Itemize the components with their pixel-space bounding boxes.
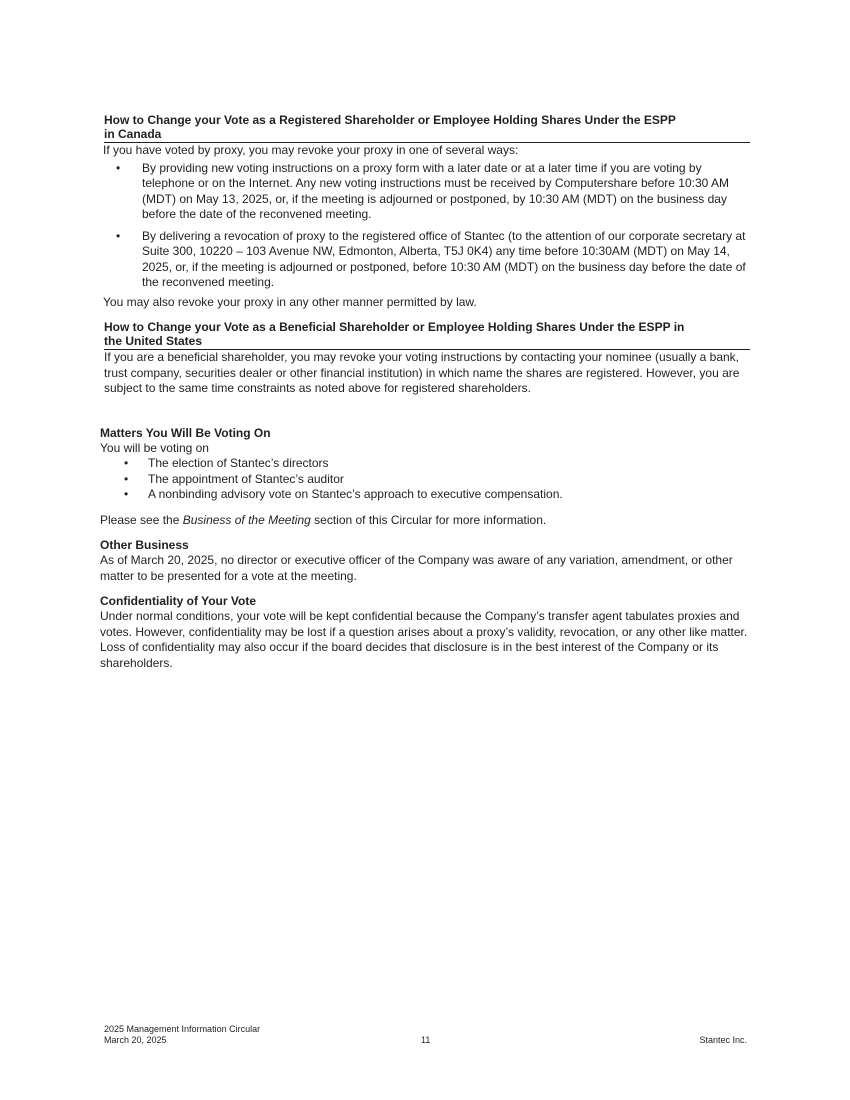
matters-list (100, 456, 750, 503)
list-item-text: The appointment of Stantec’s auditor (148, 471, 344, 486)
confidentiality-paragraph: Under normal conditions, your vote will be kept confidential because the Company’s transfer agent tabulates proxies and votes. However, confidentiality may be lost if a question arises about a proxy’s validity, revocation, or any other like matter. Loss of confidentiality may also occur if the board decides that disclosure is in the best interest of the Company or its shareholders. (100, 609, 748, 670)
list-item-text: The election of Stantec’s directors (148, 456, 329, 470)
see-prefix: Please see the (100, 512, 183, 527)
list-item-text: A nonbinding advisory vote on Stantec’s approach to executive compensation. (148, 487, 563, 501)
paragraph-intro: If you have voted by proxy, you may revoke your proxy in one of several ways: (103, 143, 519, 157)
footer-company: Stantec Inc. (699, 1035, 747, 1045)
list-item (100, 456, 750, 472)
footer-date: March 20, 2025 (104, 1035, 167, 1045)
see-suffix: section of this Circular for more information. (310, 512, 547, 527)
section-heading-beneficial (104, 320, 750, 350)
paragraph-beneficial: If you are a beneficial shareholder, you may revoke your voting instructions by contacting your nominee (usually a bank, trust company, securities dealer or other financial institution) in which name the shares are registered. However, you are subject to the same time constraints as noted above for registered shareholders. (104, 350, 740, 395)
revoke-methods-list (104, 161, 750, 291)
heading-line: in Canada (104, 127, 162, 141)
other-business-paragraph: As of March 20, 2025, no director or executive officer of the Company was aware of any variation, amendment, or other matter to be presented for a vote at the meeting. (100, 553, 733, 583)
paragraph-outro: You may also revoke your proxy in any other manner permitted by law. (103, 294, 477, 309)
confidentiality-heading: Confidentiality of Your Vote (100, 594, 256, 608)
page-number: 11 (421, 1035, 431, 1045)
list-item (104, 229, 750, 291)
list-item (100, 472, 750, 488)
matters-intro: You will be voting on (100, 440, 209, 455)
page-content (100, 113, 750, 671)
matters-section (100, 426, 750, 672)
bullet-icon: • (124, 456, 129, 470)
heading-line: How to Change your Vote as a Registered Shareholder or Employee Holding Shares Under the ESPP (104, 113, 676, 127)
bullet-icon: • (124, 487, 129, 501)
matters-heading: Matters You Will Be Voting On (100, 425, 271, 440)
list-item-text: By delivering a revocation of proxy to the registered office of Stantec (to the attention of our corporate secretary at Suite 300, 10220 – 103 Avenue NW, Edmonton, Alberta, T5J 0K4) any time before 10:30AM (MDT) on May 14, 2025, or, if the meeting is adjourned or postponed, before 10:30 AM (MDT) on the business day before the date of the reconvened meeting. (142, 228, 746, 289)
heading-line: How to Change your Vote as a Beneficial Shareholder or Employee Holding Shares Under the ESPP in (104, 320, 685, 334)
list-item (104, 161, 750, 223)
section-heading-registered (104, 113, 750, 143)
heading-line: the United States (104, 334, 203, 348)
list-item (100, 487, 750, 503)
bullet-icon: • (116, 160, 121, 175)
see-italic-title: Business of the Meeting (182, 512, 311, 527)
other-business-heading: Other Business (100, 538, 189, 552)
footer-doc-title: 2025 Management Information Circular (104, 1024, 261, 1034)
list-item-text: By providing new voting instructions on a proxy form with a later date or at a later time if you are voting by telephone or on the Internet. Any new voting instructions must be received by Computershare before 10:30 AM (MDT) on May 13, 2025, or, if the meeting is adjourned or postponed, by 10:30 AM (MDT) on the business day before the date of the reconvened meeting. (142, 160, 730, 221)
bullet-icon: • (124, 471, 129, 486)
bullet-icon: • (116, 228, 121, 243)
see-section-paragraph (100, 513, 750, 529)
footer-left (104, 1024, 260, 1046)
